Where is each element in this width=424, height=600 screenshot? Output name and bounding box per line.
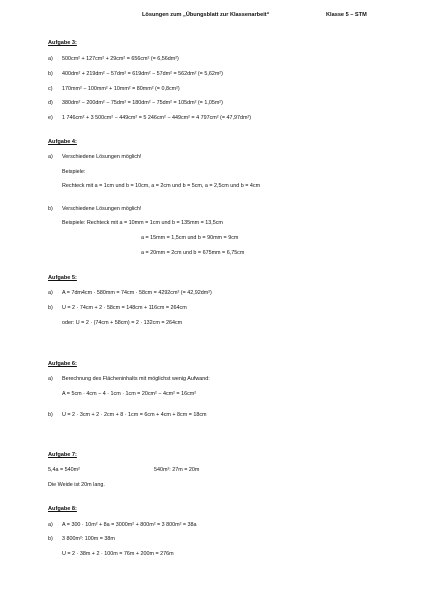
class-label: Klasse 5 – STM <box>326 12 367 18</box>
item-marker: a) <box>48 56 53 62</box>
heading-aufgabe-3: Aufgabe 3: <box>48 40 77 46</box>
a4-a-beispiele: Beispiele: <box>62 169 86 175</box>
item-marker: b) <box>48 536 53 542</box>
a7-right-line: 540m²: 27m = 20m <box>154 467 200 473</box>
a6-a-text: Berechnung des Flächeninhalts mit möglichst wenig Aufwand: <box>62 376 210 382</box>
item-marker: b) <box>48 206 53 212</box>
item-marker: b) <box>48 305 53 311</box>
a3-b-line: 400dm² + 219dm² − 57dm² = 619dm² − 57dm² = 562dm² (= 5,62m²) <box>62 71 223 77</box>
a4-b-line-1: Beispiele: Rechteck mit a = 10mm = 1cm und b = 135mm = 13,5cm <box>62 220 223 226</box>
document-title: Lösungen zum „Übungsblatt zur Klassenarbeit“ <box>142 12 270 18</box>
a4-b-line-3: a = 20mm = 2cm und b = 675mm = 6,75cm <box>141 250 245 256</box>
a6-a-line: A = 5cm · 4cm − 4 · 1cm · 1cm = 20cm² − 4cm² = 16cm² <box>62 391 197 397</box>
item-marker: a) <box>48 376 53 382</box>
item-marker: a) <box>48 290 53 296</box>
item-marker: b) <box>48 412 53 418</box>
a8-a-line: A = 300 · 10m² + 8a = 3000m² + 800m² = 3 800m² = 38a <box>62 522 197 528</box>
a6-b-line: U = 2 · 3cm + 2 · 2cm + 8 · 1cm = 6cm + 4cm + 8cm = 18cm <box>62 412 207 418</box>
a3-e-line: 1 746cm² + 3 500cm² − 449cm² = 5 246cm² − 449cm² = 4 797cm² (= 47,97dm²) <box>62 115 252 121</box>
item-marker: c) <box>48 86 53 92</box>
heading-aufgabe-8: Aufgabe 8: <box>48 506 77 512</box>
a8-b-line-1: 3 800m²: 100m = 38m <box>62 536 115 542</box>
item-marker: e) <box>48 115 53 121</box>
a8-b-line-2: U = 2 · 38m + 2 · 100m = 76m + 200m = 276m <box>62 551 174 557</box>
a5-a-line: A = 7dm4cm · 580mm = 74cm · 58cm = 4292cm² (= 42,92dm²) <box>62 290 212 296</box>
a4-b-line-2: a = 15mm = 1,5cm und b = 90mm = 9cm <box>141 235 239 241</box>
a5-oder-line: oder: U = 2 · (74cm + 58cm) = 2 · 132cm = 264cm <box>62 320 183 326</box>
a4-a-text: Verschiedene Lösungen möglich! <box>62 154 142 160</box>
item-marker: b) <box>48 71 53 77</box>
a3-d-line: 380dm² − 200dm² − 75dm² = 180dm² − 75dm² = 105dm² (= 1,05m²) <box>62 100 223 106</box>
a5-b-line: U = 2 · 74cm + 2 · 58cm = 148cm + 116cm = 264cm <box>62 305 187 311</box>
heading-aufgabe-7: Aufgabe 7: <box>48 452 77 458</box>
a7-answer: Die Weide ist 20m lang. <box>48 482 105 488</box>
item-marker: d) <box>48 100 53 106</box>
a4-a-line: Rechteck mit a = 1cm und b = 10cm, a = 2cm und b = 5cm, a = 2,5cm und b = 4cm <box>62 183 261 189</box>
item-marker: a) <box>48 522 53 528</box>
a3-a-line: 500cm² + 127cm² + 29cm² = 656cm² (= 6,56dm²) <box>62 56 179 62</box>
item-marker: a) <box>48 154 53 160</box>
a7-left-line: 5,4a = 540m² <box>48 467 80 473</box>
heading-aufgabe-5: Aufgabe 5: <box>48 275 77 281</box>
heading-aufgabe-4: Aufgabe 4: <box>48 139 77 145</box>
a3-c-line: 170mm² − 100mm² + 10mm² = 80mm² (= 0,8cm²) <box>62 86 180 92</box>
heading-aufgabe-6: Aufgabe 6: <box>48 361 77 367</box>
a4-b-text: Verschiedene Lösungen möglich! <box>62 206 142 212</box>
